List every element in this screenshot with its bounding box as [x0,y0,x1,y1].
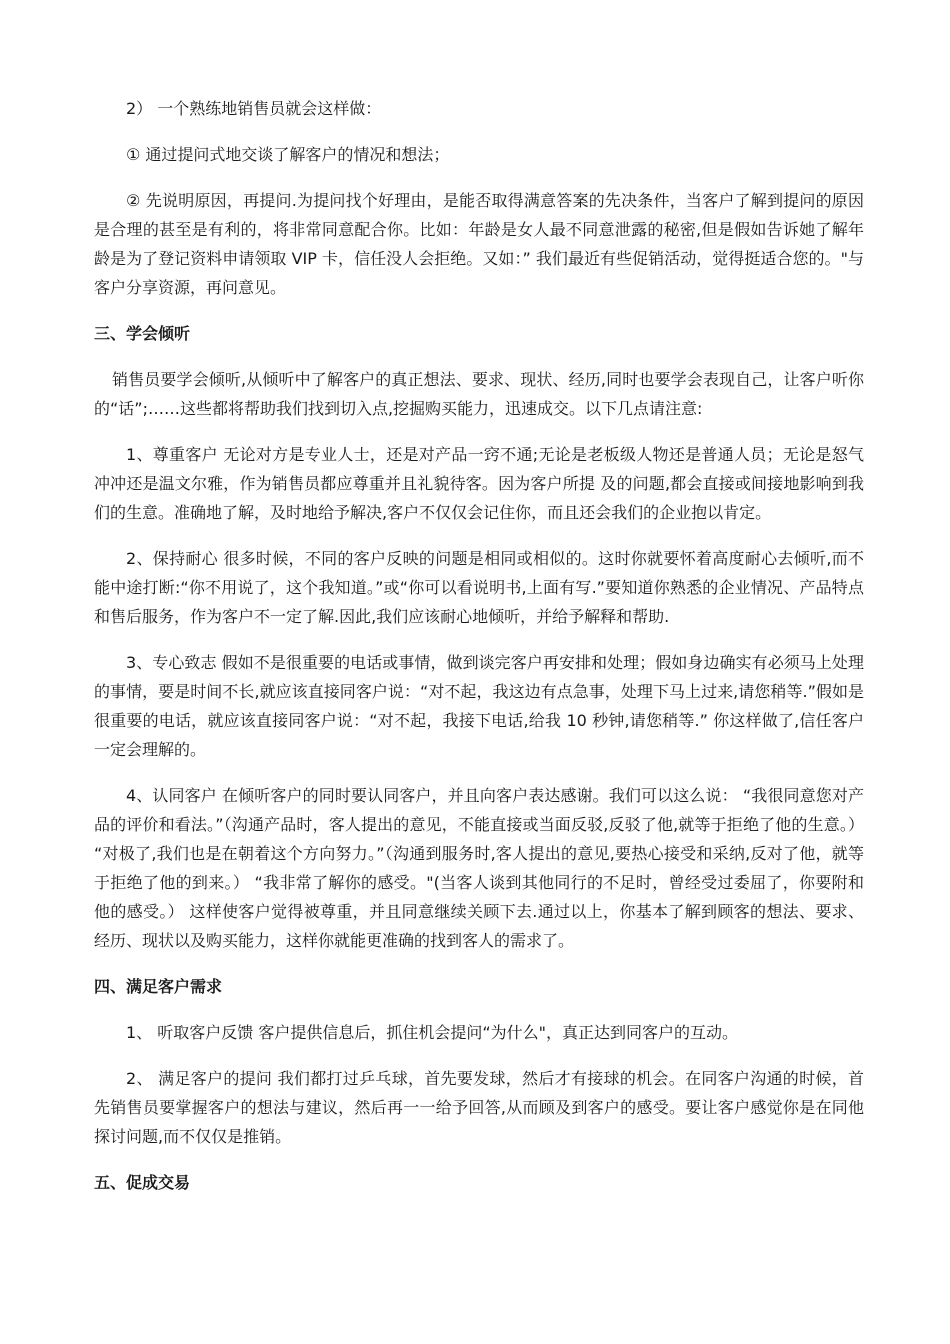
paragraph-step-2: 2） 一个熟练地销售员就会这样做： [126,99,382,118]
paragraph-agree-customer: 4、认同客户 在倾听客户的同时要认同客户，并且向客户表达感谢。我们可以这么说： “我很同意您对产品的评价和看法。”（沟通产品时，客人提出的意见，不能直接或当面反驳,反驳了他,就等于拒绝了他的生意。） “对极了,我们也是在朝着这个方向努力。”（沟通到服务时,客人提出的意见,要热心接受和采纳,反对了他，就等于拒绝了他的到来。） “我非常了解你的感受。"(当客人谈到其他同行的不足时，曾经受过委屈了，你要附和他的感受。） 这样使客户觉得被尊重，并且同意继续关顾下去.通过以上，你基本了解到顾客的想法、要求、经历、现状以及购买能力，这样你就能更准确的找到客人的需求了。 [94,786,864,950]
paragraph-point-1: ① 通过提问式地交谈了解客户的情况和想法； [126,145,450,164]
paragraph-feedback: 1、 听取客户反馈 客户提供信息后，抓住机会提问“为什么"，真正达到同客户的互动。 [126,1023,739,1042]
section-heading-needs: 四、满足客户需求 [94,977,223,996]
paragraph-point-2: ② 先说明原因，再提问.为提问找个好理由，是能否取得满意答案的先决条件，当客户了解到提问的原因是合理的甚至是有利的，将非常同意配合你。比如：年龄是女人最不同意泄露的秘密,但是假如告诉她了解年龄是为了登记资料申请领取 VIP 卡，信任没人会拒绝。又如：” 我们最近有些促销活动，觉得挺适合您的。"与客户分享资源，再问意见。 [94,191,864,297]
section-heading-listen: 三、学会倾听 [94,324,191,343]
paragraph-respect-customer: 1、尊重客户 无论对方是专业人士，还是对产品一窍不通;无论是老板级人物还是普通人员；无论是怒气冲冲还是温文尔雅，作为销售员都应尊重并且礼貌待客。因为客户所提 及的问题,都会直接或间接地影响到我们的生意。准确地了解，及时地给予解决,客户不仅仅会记住你，而且还会我们的企业抱以肯定。 [94,445,864,522]
paragraph-keep-patience: 2、保持耐心 很多时候，不同的客户反映的问题是相同或相似的。这时你就要怀着高度耐心去倾听,而不能中途打断:“你不用说了，这个我知道。”或“你可以看说明书,上面有写.”要知道你熟悉的企业情况、产品特点和售后服务，作为客户不一定了解.因此,我们应该耐心地倾听，并给予解释和帮助. [94,549,864,626]
paragraph-focus: 3、专心致志 假如不是很重要的电话或事情，做到谈完客户再安排和处理；假如身边确实有必须马上处理的事情，要是时间不长,就应该直接同客户说：“对不起，我这边有点急事，处理下马上过来,请您稍等.”假如是很重要的电话，就应该直接同客户说：“对不起，我接下电话,给我 10 秒钟,请您稍等.” 你这样做了,信任客户一定会理解的。 [94,653,864,759]
paragraph-listen-intro: 销售员要学会倾听,从倾听中了解客户的真正想法、要求、现状、经历,同时也要学会表现自己，让客户听你的“话”;……这些都将帮助我们找到切入点,挖掘购买能力，迅速成交。以下几点请注意: [94,370,864,418]
paragraph-answer-questions: 2、 满足客户的提问 我们都打过乒乓球，首先要发球，然后才有接球的机会。在同客户沟通的时候，首先销售员要掌握客户的想法与建议，然后再一一给予回答,从而顾及到客户的感受。要让客户感觉你是在同他探讨问题,而不仅仅是推销。 [94,1069,864,1146]
section-heading-deal: 五、促成交易 [94,1173,191,1192]
